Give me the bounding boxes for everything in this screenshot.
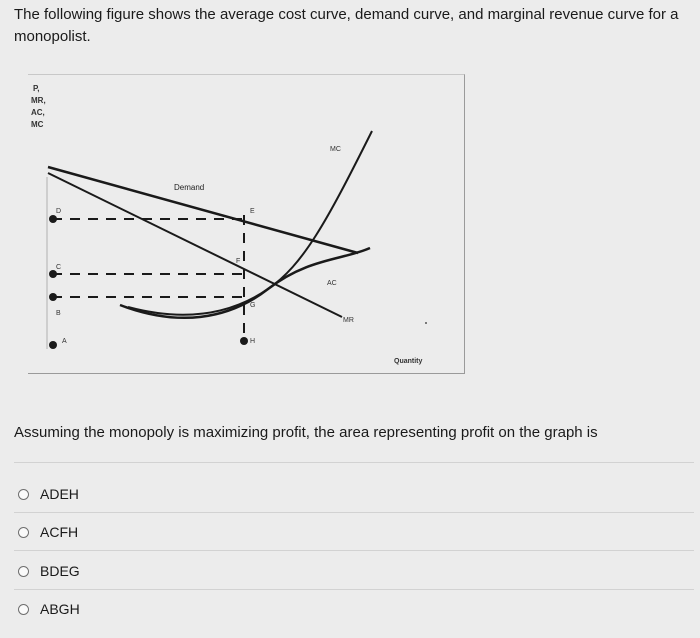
point-g-label: G — [250, 302, 256, 309]
point-b-marker — [49, 293, 57, 301]
point-a-label: A — [62, 338, 67, 345]
radio-button[interactable] — [18, 489, 29, 500]
option-label: BDEG — [40, 563, 80, 579]
separator — [14, 512, 694, 513]
point-c-marker — [49, 270, 57, 278]
mc-label: MC — [330, 146, 341, 153]
point-f-label: F — [236, 258, 241, 265]
option-label: ADEH — [40, 486, 79, 502]
radio-button[interactable] — [18, 604, 29, 615]
separator — [14, 462, 694, 463]
option-bdeg[interactable] — [18, 559, 80, 583]
question-text: The following figure shows the average cost curve, demand curve, and marginal revenue curve for a monopolist. — [14, 6, 679, 45]
option-label: ABGH — [40, 601, 80, 617]
option-acfh[interactable] — [18, 520, 78, 544]
point-h-marker — [240, 337, 248, 345]
monopoly-graph — [28, 74, 465, 374]
option-label: ACFH — [40, 524, 79, 540]
prompt-text: Assuming the monopoly is maximizing profit, the area representing profit on the graph is — [14, 424, 598, 441]
point-a-marker — [49, 341, 57, 349]
option-abgh[interactable] — [18, 597, 80, 621]
radio-button[interactable] — [18, 527, 29, 538]
point-b-label: B — [56, 310, 61, 317]
stray-dot — [425, 322, 427, 324]
graph-canvas — [28, 75, 464, 373]
ac-label: AC — [327, 280, 337, 287]
demand-label: Demand — [174, 183, 205, 192]
mr-label: MR — [343, 317, 354, 324]
separator — [14, 589, 694, 590]
option-adeh[interactable] — [18, 482, 79, 506]
radio-button[interactable] — [18, 566, 29, 577]
point-d-marker — [49, 215, 57, 223]
y-axis-label: P, MR, AC, MC — [31, 84, 46, 129]
mr-curve — [48, 173, 342, 317]
point-c-label: C — [56, 264, 62, 271]
demand-curve — [48, 167, 358, 253]
x-axis-label: Quantity — [394, 358, 423, 365]
separator — [14, 550, 694, 551]
point-h-label: H — [250, 338, 256, 345]
point-e-label: E — [250, 208, 255, 215]
point-d-label: D — [56, 208, 62, 215]
